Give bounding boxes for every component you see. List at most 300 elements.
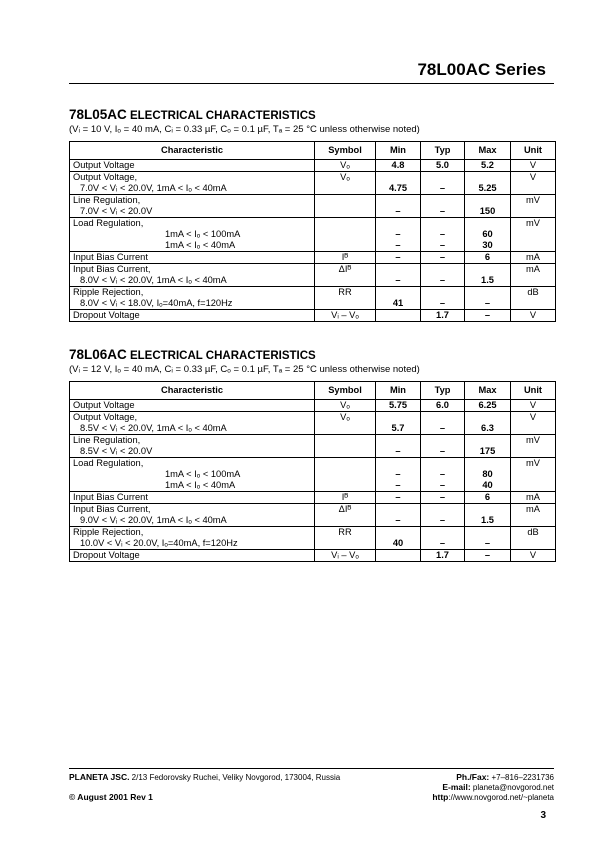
symbol-text: ΔIᴮ	[338, 504, 352, 514]
typ-value: 6.0	[436, 400, 449, 410]
unit-cell	[511, 310, 556, 322]
min-cell	[376, 172, 421, 195]
min-value: 5.7	[391, 423, 405, 433]
characteristic-text: 7.0V < Vᵢ < 20.0V, 1mA < Iₒ < 40mA	[80, 183, 227, 193]
characteristic-text: 1mA < Iₒ < 100mA	[165, 229, 241, 239]
typ-cell	[421, 264, 465, 287]
characteristic-text: 9.0V < Vᵢ < 20.0V, 1mA < Iₒ < 40mA	[80, 515, 227, 525]
typ-cell	[421, 435, 465, 458]
min-value: –	[395, 446, 401, 456]
min-value: –	[395, 252, 401, 262]
symbol-cell	[315, 252, 376, 264]
unit-text: mV	[526, 458, 540, 468]
min-cell	[376, 218, 421, 252]
symbol-cell	[315, 435, 376, 458]
symbol-cell	[315, 264, 376, 287]
typ-value	[421, 264, 464, 275]
characteristic-text: Load Regulation,	[73, 218, 144, 228]
unit-cell	[511, 252, 556, 264]
min-cell	[376, 264, 421, 287]
characteristic-text: 1mA < Iₒ < 40mA	[165, 240, 236, 250]
characteristic-text: Dropout Voltage	[73, 550, 140, 560]
phone-number: +7–816–2231736	[489, 773, 554, 782]
min-cell	[376, 492, 421, 504]
characteristic-text: 8.0V < Vᵢ < 18.0V, Iₒ=40mA, f=120Hz	[80, 298, 233, 308]
min-value	[376, 310, 420, 321]
unit-text: V	[529, 160, 537, 170]
max-value: –	[484, 550, 491, 560]
characteristic-cell	[70, 504, 315, 527]
footer-rule	[69, 768, 554, 769]
symbol-cell	[315, 492, 376, 504]
header-unit: Unit	[511, 142, 556, 160]
min-value: 4.75	[388, 183, 408, 193]
email-label: E-mail:	[442, 782, 471, 792]
max-value: 175	[479, 446, 496, 456]
typ-value	[421, 172, 464, 183]
max-cell	[465, 310, 511, 322]
unit-cell	[511, 287, 556, 310]
min-value	[376, 264, 420, 275]
symbol-cell	[315, 160, 376, 172]
typ-cell	[421, 458, 465, 492]
typ-value	[421, 504, 464, 515]
typ-cell	[421, 172, 465, 195]
typ-value: –	[439, 480, 446, 490]
min-value: 4.8	[391, 160, 405, 170]
min-cell	[376, 160, 421, 172]
min-cell	[376, 527, 421, 550]
min-value: –	[395, 240, 401, 250]
unit-text: mV	[526, 218, 540, 228]
max-cell	[465, 435, 511, 458]
symbol-text: Iᴮ	[341, 492, 349, 502]
max-value: 5.2	[481, 160, 494, 170]
unit-cell	[511, 218, 556, 252]
max-cell	[465, 458, 511, 492]
characteristic-text: Output Voltage,	[73, 172, 138, 182]
symbol-cell	[315, 458, 376, 492]
section-title	[69, 107, 555, 123]
min-cell	[376, 310, 421, 322]
unit-text: dB	[527, 287, 539, 297]
section-heading: ELECTRICAL CHARACTERISTICS	[126, 110, 316, 122]
max-value	[465, 458, 510, 469]
symbol-text: Vᵢ – Vₒ	[331, 550, 359, 560]
unit-text: V	[529, 400, 537, 410]
max-cell	[465, 160, 511, 172]
min-value	[376, 218, 420, 229]
max-value	[465, 435, 510, 446]
table-row	[70, 310, 556, 322]
min-value: –	[395, 275, 401, 285]
min-value	[376, 172, 420, 183]
characteristic-cell	[70, 550, 315, 562]
typ-value	[421, 435, 464, 446]
typ-value: –	[439, 538, 446, 548]
copyright-notice: © August 2001 Rev 1	[69, 792, 153, 802]
typ-value	[421, 287, 464, 298]
unit-text: V	[529, 310, 537, 320]
table-row	[70, 252, 556, 264]
company-name: PLANETA JSC.	[69, 772, 130, 782]
characteristic-cell	[70, 527, 315, 550]
header-min: Min	[376, 142, 421, 160]
typ-cell	[421, 310, 465, 322]
table-row	[70, 412, 556, 435]
max-cell	[465, 527, 511, 550]
min-value	[376, 287, 420, 298]
unit-cell	[511, 550, 556, 562]
characteristic-text: Output Voltage,	[73, 412, 138, 422]
characteristic-cell	[70, 287, 315, 310]
header-characteristic: Characteristic	[70, 142, 315, 160]
min-value: –	[395, 229, 401, 239]
symbol-text: RR	[338, 287, 352, 297]
typ-cell	[421, 252, 465, 264]
typ-value: –	[439, 446, 446, 456]
typ-cell	[421, 412, 465, 435]
typ-value: –	[439, 183, 446, 193]
max-value	[465, 264, 510, 275]
unit-cell	[511, 492, 556, 504]
max-value	[465, 412, 510, 423]
min-value: –	[395, 480, 401, 490]
typ-value	[421, 195, 464, 206]
characteristic-text: 10.0V < Vᵢ < 20.0V, Iₒ=40mA, f=120Hz	[80, 538, 238, 548]
max-cell	[465, 264, 511, 287]
symbol-cell	[315, 195, 376, 218]
min-cell	[376, 458, 421, 492]
table-row	[70, 527, 556, 550]
section-heading: ELECTRICAL CHARACTERISTICS	[126, 350, 316, 362]
page-number: 3	[540, 810, 546, 821]
table-row	[70, 435, 556, 458]
unit-cell	[511, 435, 556, 458]
email-link[interactable]: planeta@novgorod.net	[470, 783, 554, 792]
typ-cell	[421, 504, 465, 527]
max-value: –	[484, 310, 491, 320]
max-value: 80	[482, 469, 493, 479]
header-max: Max	[465, 382, 511, 400]
max-value: 40	[482, 480, 493, 490]
header-unit: Unit	[511, 382, 556, 400]
table-row	[70, 550, 556, 562]
unit-text: V	[529, 172, 537, 182]
max-value: 30	[482, 240, 493, 250]
website-link[interactable]: ://www.novgorod.net/~planeta	[448, 793, 554, 802]
table-row	[70, 218, 556, 252]
table-row	[70, 160, 556, 172]
min-cell	[376, 195, 421, 218]
unit-text: mA	[526, 504, 540, 514]
unit-text: mV	[526, 435, 540, 445]
header-typ: Typ	[421, 382, 465, 400]
max-value: 6.3	[481, 423, 494, 433]
symbol-text: Iᴮ	[341, 252, 349, 262]
header-max: Max	[465, 142, 511, 160]
typ-value: –	[439, 423, 446, 433]
symbol-text	[315, 195, 375, 206]
section-title	[69, 347, 555, 363]
min-value	[376, 458, 420, 469]
symbol-text: ΔIᴮ	[338, 264, 352, 274]
unit-cell	[511, 458, 556, 492]
typ-value: –	[439, 252, 446, 262]
typ-cell	[421, 195, 465, 218]
header-rule	[69, 83, 554, 84]
max-cell	[465, 287, 511, 310]
characteristic-cell	[70, 458, 315, 492]
typ-value: –	[439, 492, 446, 502]
min-cell	[376, 400, 421, 412]
symbol-text	[315, 435, 375, 446]
typ-cell	[421, 218, 465, 252]
characteristic-cell	[70, 492, 315, 504]
min-value: –	[395, 492, 401, 502]
min-value	[376, 412, 420, 423]
symbol-cell	[315, 527, 376, 550]
typ-value: 1.7	[436, 310, 449, 320]
max-value	[465, 287, 510, 298]
max-value: 6	[484, 492, 491, 502]
characteristic-cell	[70, 172, 315, 195]
unit-text: dB	[527, 527, 539, 537]
header-symbol: Symbol	[315, 142, 376, 160]
min-cell	[376, 550, 421, 562]
typ-cell	[421, 492, 465, 504]
max-value	[465, 195, 510, 206]
max-value	[465, 172, 510, 183]
unit-text: V	[529, 412, 537, 422]
min-cell	[376, 252, 421, 264]
max-value	[465, 218, 510, 229]
characteristic-text: Ripple Rejection,	[73, 287, 144, 297]
characteristics-table	[69, 141, 556, 322]
symbol-cell	[315, 550, 376, 562]
table-row	[70, 492, 556, 504]
symbol-text	[315, 458, 375, 469]
table-row	[70, 400, 556, 412]
characteristic-text: 8.0V < Vᵢ < 20.0V, 1mA < Iₒ < 40mA	[80, 275, 227, 285]
unit-cell	[511, 400, 556, 412]
symbol-cell	[315, 412, 376, 435]
min-value: –	[395, 515, 401, 525]
symbol-text: Vᵢ – Vₒ	[331, 310, 359, 320]
phone-label: Ph./Fax:	[456, 772, 490, 782]
max-cell	[465, 412, 511, 435]
characteristic-text: Input Bias Current	[73, 492, 148, 502]
typ-value: –	[439, 298, 446, 308]
table-row	[70, 195, 556, 218]
section-78l06ac	[69, 347, 555, 562]
section-78l05ac	[69, 107, 555, 322]
min-cell	[376, 435, 421, 458]
typ-value	[421, 412, 464, 423]
unit-cell	[511, 527, 556, 550]
max-value	[465, 527, 510, 538]
max-cell	[465, 492, 511, 504]
typ-value: –	[439, 515, 446, 525]
table-row	[70, 172, 556, 195]
test-conditions: (Vᵢ = 12 V, Iₒ = 40 mA, Cᵢ = 0.33 µF, Cₒ = 0.1 µF, Tₐ = 25 °C unless otherwise noted)	[69, 364, 420, 375]
symbol-cell	[315, 218, 376, 252]
characteristic-text: Load Regulation,	[73, 458, 144, 468]
min-cell	[376, 287, 421, 310]
table-header-row	[70, 142, 556, 160]
typ-cell	[421, 160, 465, 172]
typ-value: –	[439, 240, 446, 250]
max-value: –	[484, 298, 491, 308]
max-value: 60	[482, 229, 493, 239]
unit-cell	[511, 412, 556, 435]
characteristic-cell	[70, 264, 315, 287]
typ-value: –	[439, 206, 446, 216]
characteristics-table	[69, 381, 556, 562]
typ-value	[421, 527, 464, 538]
unit-cell	[511, 504, 556, 527]
symbol-cell	[315, 400, 376, 412]
max-value: –	[484, 538, 491, 548]
min-value: 40	[392, 538, 404, 548]
characteristic-text: Input Bias Current,	[73, 264, 151, 274]
characteristic-text: Line Regulation,	[73, 435, 141, 445]
max-value: 150	[479, 206, 496, 216]
typ-value	[421, 218, 464, 229]
characteristic-cell	[70, 435, 315, 458]
characteristic-text: Output Voltage	[73, 400, 135, 410]
characteristic-cell	[70, 400, 315, 412]
unit-text: mA	[526, 492, 540, 502]
unit-text: mA	[526, 264, 540, 274]
max-cell	[465, 400, 511, 412]
typ-cell	[421, 400, 465, 412]
characteristic-text: Input Bias Current	[73, 252, 148, 262]
part-number: 78L05AC	[69, 107, 127, 122]
symbol-cell	[315, 504, 376, 527]
min-value: –	[395, 469, 401, 479]
max-value	[465, 504, 510, 515]
symbol-cell	[315, 172, 376, 195]
min-value	[376, 527, 420, 538]
unit-text: mV	[526, 195, 540, 205]
table-row	[70, 287, 556, 310]
characteristic-text: Ripple Rejection,	[73, 527, 144, 537]
symbol-text: Vₒ	[340, 400, 350, 410]
min-value	[376, 550, 420, 561]
characteristic-text: Output Voltage	[73, 160, 135, 170]
characteristic-text: Dropout Voltage	[73, 310, 140, 320]
characteristic-text: 1mA < Iₒ < 40mA	[165, 480, 236, 490]
unit-cell	[511, 264, 556, 287]
test-conditions: (Vᵢ = 10 V, Iₒ = 40 mA, Cᵢ = 0.33 µF, Cₒ = 0.1 µF, Tₐ = 25 °C unless otherwise noted)	[69, 124, 420, 135]
document-series-title: 78L00AC Series	[417, 60, 546, 79]
max-value: 5.25	[478, 183, 497, 193]
characteristic-text: 8.5V < Vᵢ < 20.0V, 1mA < Iₒ < 40mA	[80, 423, 227, 433]
symbol-text: Vₒ	[340, 160, 350, 170]
part-number: 78L06AC	[69, 347, 127, 362]
characteristic-text: Line Regulation,	[73, 195, 141, 205]
min-value	[376, 504, 420, 515]
min-value: –	[395, 206, 401, 216]
min-value	[376, 435, 420, 446]
table-row	[70, 504, 556, 527]
table-row	[70, 458, 556, 492]
characteristic-cell	[70, 160, 315, 172]
table-row	[70, 264, 556, 287]
header-typ: Typ	[421, 142, 465, 160]
characteristic-text: Input Bias Current,	[73, 504, 151, 514]
email-block	[442, 782, 554, 792]
max-cell	[465, 195, 511, 218]
min-cell	[376, 504, 421, 527]
url-block	[432, 792, 554, 802]
header-symbol: Symbol	[315, 382, 376, 400]
max-cell	[465, 218, 511, 252]
typ-cell	[421, 550, 465, 562]
footer-line-1	[69, 772, 554, 782]
symbol-text	[315, 218, 375, 229]
header-min: Min	[376, 382, 421, 400]
typ-value: 5.0	[436, 160, 449, 170]
typ-value: 1.7	[436, 550, 449, 560]
unit-cell	[511, 172, 556, 195]
table-header-row	[70, 382, 556, 400]
typ-value: –	[439, 275, 446, 285]
url-label: http	[432, 792, 449, 802]
unit-text: mA	[526, 252, 540, 262]
footer-line-3	[69, 792, 554, 802]
characteristic-cell	[70, 310, 315, 322]
company-address: 2/13 Fedorovsky Ruchei, Veliky Novgorod, 173004, Russia	[129, 773, 341, 782]
unit-cell	[511, 160, 556, 172]
symbol-text: Vₒ	[340, 412, 350, 422]
max-cell	[465, 504, 511, 527]
max-value: 1.5	[481, 275, 494, 285]
header-characteristic: Characteristic	[70, 382, 315, 400]
unit-cell	[511, 195, 556, 218]
characteristic-text: 8.5V < Vᵢ < 20.0V	[80, 446, 153, 456]
min-value	[376, 195, 420, 206]
typ-value	[421, 458, 464, 469]
characteristic-cell	[70, 218, 315, 252]
max-cell	[465, 172, 511, 195]
max-value: 6	[484, 252, 491, 262]
max-value: 6.25	[478, 400, 497, 410]
characteristic-text: 7.0V < Vᵢ < 20.0V	[80, 206, 153, 216]
characteristic-cell	[70, 412, 315, 435]
typ-cell	[421, 287, 465, 310]
max-cell	[465, 550, 511, 562]
phone-block	[456, 772, 554, 782]
max-value: 1.5	[481, 515, 494, 525]
min-value: 5.75	[388, 400, 408, 410]
min-value: 41	[392, 298, 404, 308]
symbol-cell	[315, 287, 376, 310]
symbol-cell	[315, 310, 376, 322]
typ-value: –	[439, 229, 446, 239]
characteristic-text: 1mA < Iₒ < 100mA	[165, 469, 241, 479]
typ-cell	[421, 527, 465, 550]
min-cell	[376, 412, 421, 435]
characteristic-cell	[70, 252, 315, 264]
unit-text: V	[529, 550, 537, 560]
characteristic-cell	[70, 195, 315, 218]
max-cell	[465, 252, 511, 264]
symbol-text: RR	[338, 527, 352, 537]
typ-value: –	[439, 469, 446, 479]
symbol-text: Vₒ	[340, 172, 350, 182]
